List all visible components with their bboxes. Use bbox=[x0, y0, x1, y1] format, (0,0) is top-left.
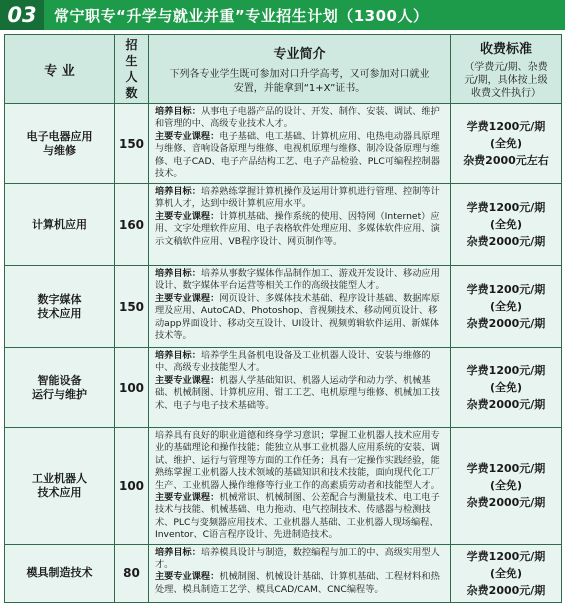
enrollment-count: 80 bbox=[115, 544, 149, 602]
header-major: 专 业 bbox=[5, 35, 115, 104]
table-row bbox=[5, 184, 562, 266]
table-row bbox=[5, 428, 562, 545]
enrollment-count: 160 bbox=[115, 184, 149, 266]
header-intro: 专业简介 下列各专业学生既可参加对口升学高考，又可参加对口就业安置，并能拿到“1+X”证书。 bbox=[149, 35, 451, 104]
section-number: 03 bbox=[0, 0, 44, 30]
fee-info: 学费1200元/期 (全免) 杂费2000元/期 bbox=[451, 348, 562, 428]
fee-info: 学费1200元/期 (全免) 杂费2000元/期 bbox=[451, 266, 562, 348]
table-row bbox=[5, 348, 562, 428]
table-row bbox=[5, 544, 562, 602]
enrollment-count: 100 bbox=[115, 348, 149, 428]
table-header-row bbox=[5, 35, 562, 104]
major-name: 工业机器人 技术应用 bbox=[5, 428, 115, 545]
major-name: 模具制造技术 bbox=[5, 544, 115, 602]
section-banner bbox=[0, 0, 565, 30]
enrollment-count: 150 bbox=[115, 104, 149, 184]
section-title: 常宁职专“升学与就业并重”专业招生计划（1300人） bbox=[54, 6, 429, 25]
major-intro: 培养目标：培养模具设计与制造，数控编程与加工的中、高级实用型人才。 主要专业课程：机械制图、机械设计基础、计算机基础、工程材料和热处理、模具制造工艺学、模具CAD/CAM、CNC编程等。 bbox=[149, 544, 451, 602]
major-intro: 培养具有良好的职业道德和终身学习意识；掌握工业机器人技术应用专业的基础理论和操作技能；能独立从事工业机器人应用系统的安装、调试、维护、运行与管理等方面的工作任务；具有一定操作实践经验，能熟练掌握工业机器人技术领域的基础知识和技术技能，面向现代化工厂生产、工业机器人操作维修等行业工作的高素质劳动者和技能型人才。 主要专业课程：机械常识、机械制图、公差配合与测量技术、电工电子技术与技能、机械基础、电力拖动、电气控制技术、传感器与检测技术、PLC与变频器应用技术、工业机器人基础、工业机器人现场编程、Inventor、C语言程序设计、先进制造技术。 bbox=[149, 428, 451, 545]
major-intro: 培养目标：培养从事数字媒体作品制作加工、游戏开发设计、移动应用设计、数字媒体平台运营等相关工作的高级技能型人才。 主要专业课程：网页设计、多媒体技术基础、程序设计基础、数据库原理及应用、AutoCAD、Photoshop、音视频技术、移动网页设计、移动app界面设计、移动交互设计、UI设计、视频剪辑软件运用、新媒体技术等。 bbox=[149, 266, 451, 348]
major-intro: 培养目标：培养熟练掌握计算机操作及运用计算机进行管理、控制等计算机人才，达到中级计算机应用水平。 主要专业课程：计算机基础、操作系统的使用、因特网（Internet）应用、文字处理软件应用、电子表格软件处理应用、多媒体软件应用、演示文稿软件应用、VB程序设计、网页制作等。 bbox=[149, 184, 451, 266]
major-name: 计算机应用 bbox=[5, 184, 115, 266]
major-name: 数字媒体 技术应用 bbox=[5, 266, 115, 348]
fee-info: 学费1200元/期 (全免) 杂费2000元左右 bbox=[451, 104, 562, 184]
enrollment-count: 100 bbox=[115, 428, 149, 545]
major-name: 智能设备 运行与维护 bbox=[5, 348, 115, 428]
major-intro: 培养目标：培养学生具备机电设备及工业机器人设计、安装与维修的中、高级专业技能型人才。 主要专业课程：机器人学基础知识、机器人运动学和动力学、机械基础、机械制图、计算机应用、钳工工艺、电机原理与维修、机械加工技术、电子与电子技术基础等。 bbox=[149, 348, 451, 428]
fee-info: 学费1200元/期 (全免) 杂费2000元/期 bbox=[451, 184, 562, 266]
table-row bbox=[5, 104, 562, 184]
enrollment-table bbox=[4, 34, 562, 603]
major-name: 电子电器应用 与维修 bbox=[5, 104, 115, 184]
header-count: 招 生 人 数 bbox=[115, 35, 149, 104]
fee-info: 学费1200元/期 (全免) 杂费2000元/期 bbox=[451, 544, 562, 602]
table-row bbox=[5, 266, 562, 348]
enrollment-count: 150 bbox=[115, 266, 149, 348]
fee-info: 学费1200元/期 (全免) 杂费2000元/期 bbox=[451, 428, 562, 545]
major-intro: 培养目标：从事电子电器产品的设计、开发、制作、安装、调试、维护和管理的中、高级专业技术人才。 主要专业课程：电子基础、电工基础、计算机应用、电热电动器具原理与维修、音响设备原理与维修、电视机原理与维修、制冷设备原理与维修、电子CAD、电子产品结构工艺、电子产品检验、PLC可编程控制器技术。 bbox=[149, 104, 451, 184]
header-fee: 收费标准 （学费元/期、杂费 元/期，具体按上级 收费文件执行） bbox=[451, 35, 562, 104]
